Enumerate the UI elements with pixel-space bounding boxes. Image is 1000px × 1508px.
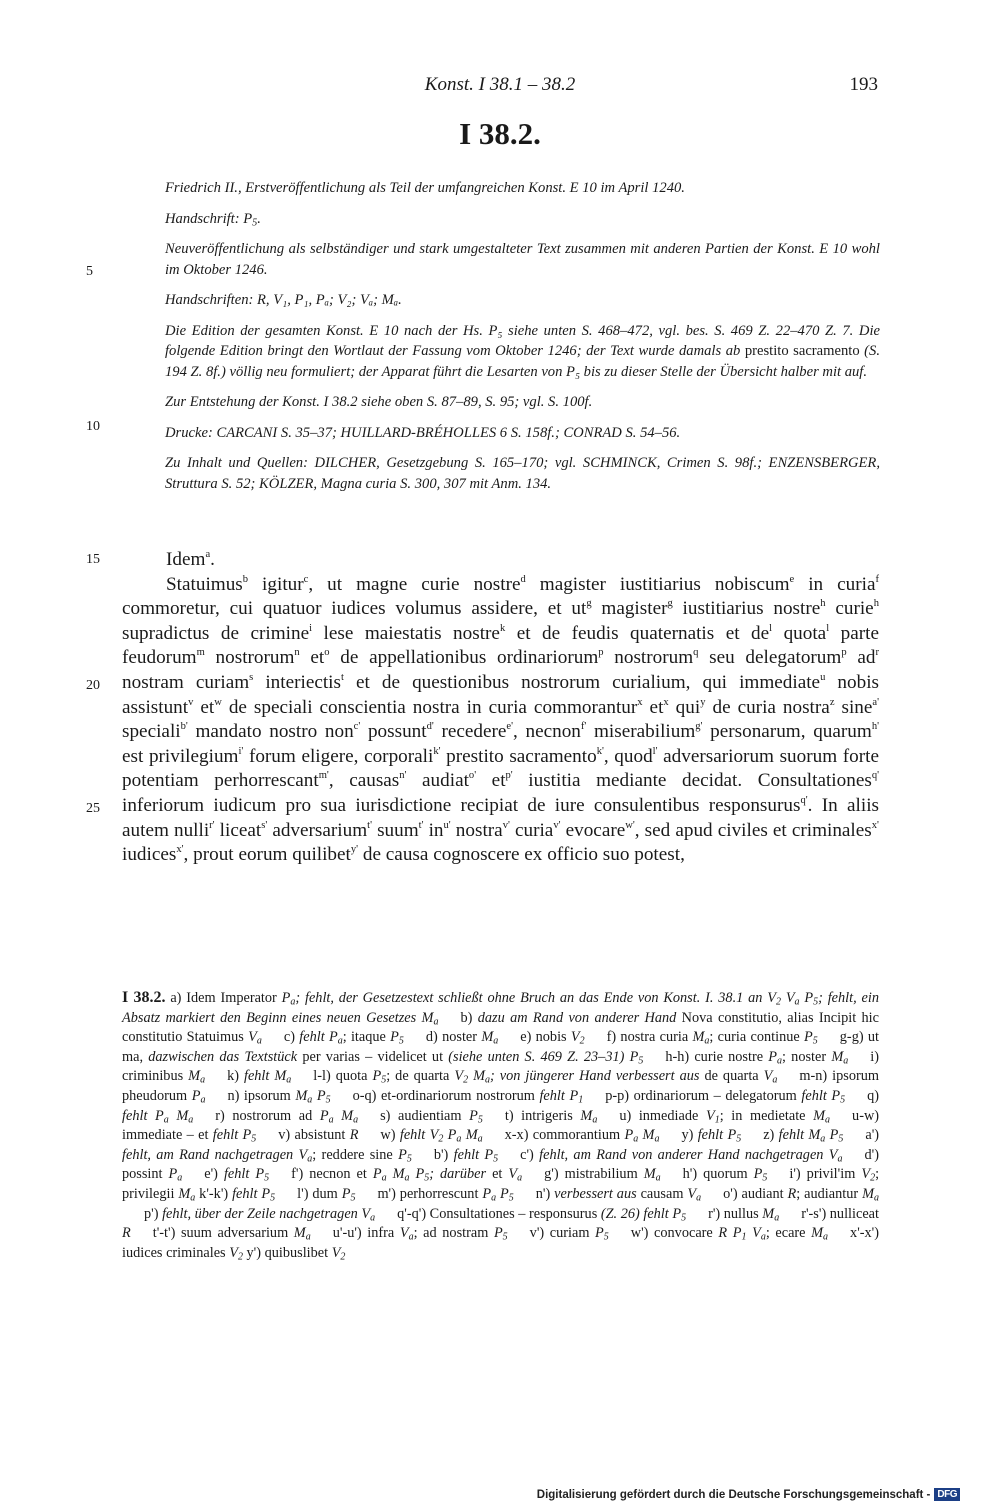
apparatus-notes: a) Idem Imperator $P_a$; fehlt, der Gesetzestext schließt ohne Bruch an das Ende von Konst. I. 38.1 an $V_2$ $V_a$ $P_5$; fehlt, ein Absatz markiert den Beginn eines neuen Gesetzes $M_a$ b) dazu am Rand von anderer Hand Nova constitutio, alias Incipit hic constitutio Statuimus $V_a$ c) fehlt $P_a$; itaque $P_5$ d) noster $M_a$ e) nobis $V_2$ f) nostra curia $M_a$; curia continue $P_5$ g-g) ut ma, dazwischen das Textstück per varias – videlicet ut (siehe unten S. 469 Z. 23–31) $P_5$ h-h) curie nostre $P_a$; noster $M_a$ i) criminibus $M_a$ k) fehlt $M_a$ l-l) quota $P_5$; de quarta $V_2$ $M_a$; von jüngerer Hand verbessert aus de quarta $V_a$ m-n) ipsorum pheudorum $P_a$ n) ipsorum $M_a$ $P_5$ o-q) et-ordinariorum nostrorum fehlt $P_1$ p-p) ordinariorum – delegatorum fehlt $P_5$ q) fehlt $P_a$ $M_a$ r) nostrorum ad $P_a$ $M_a$ s) audientiam $P_5$ t) intrigeris $M_a$ u) inmediade $V_1$; in medietate $M_a$ u-w) immediate – et fehlt $P_5$ v) absistunt R w) fehlt $V_2$ $P_a$ $M_a$ x-x) commorantium $P_a$ $M_a$ y) fehlt $P_5$ z) fehlt $M_a$ $P_5$ a') fehlt, am Rand nachgetragen $V_a$; reddere sine $P_5$ b') fehlt $P_5$ c') fehlt, am Rand von anderer Hand nachgetragen $V_a$ d') possint $P_a$ e') fehlt $P_5$ f') necnon et $P_a$ $M_a$ $P_5$; darüber et $V_a$ g') mistrabilium $M_a$ h') quorum $P_5$ i') privil'im $V_2$; privilegii $M_a$ k'-k') fehlt $P_5$ l') dum $P_5$ m') perhorrescunt $P_a$ $P_5$ n') verbessert aus causam $V_a$ o') audiant R; audiantur $M_ap'$) fehlt, über der Zeile nachgetragen $V_a$ q'-q') Consultationes – responsurus (Z. 26) fehlt $P_5$ r') nullus $M_a$ r'-s') nulliceat R t'-t') suum adversarium $M_a$ u'-u') infra $V_a$; ad nostram $P_5$ v') curiam $P_5$ w') convocare R $P_1$ $V_a$; ecare $M_a$ x'-x') iudices criminales $V_2$ y') quibuslibet $V_2$ bbox=[122, 990, 880, 1263]
page-number: 193 bbox=[849, 74, 878, 95]
line-number-5: 5 bbox=[86, 264, 93, 279]
edition-note-b: prestito sacramento bbox=[744, 343, 860, 359]
intro-edition-note bbox=[165, 321, 880, 383]
incipit: Idem$^a$. bbox=[166, 549, 215, 570]
credit-text: Digitalisierung gefördert durch die Deutsche Forschungsgemeinschaft - bbox=[536, 1488, 931, 1501]
line-number-10: 10 bbox=[86, 419, 100, 434]
intro-genesis: Zur Entstehung der Konst. I 38.2 siehe oben S. 87–89, S. 95; vgl. S. 100f. bbox=[165, 394, 593, 410]
running-head: Konst. I 38.1 – 38.2 bbox=[424, 74, 576, 95]
manuscript-end: . bbox=[257, 210, 261, 227]
edition-note-c: (S. 194 Z. 8f.) völlig neu formuliert; der Apparat führt die Lesarten von P₅ bis zu dieser Stelle der Übersicht halber mit auf. bbox=[165, 343, 880, 380]
line-number-25: 25 bbox=[86, 801, 100, 816]
dfg-credit bbox=[537, 1488, 960, 1501]
intro-origin: Friedrich II., Erstveröffentlichung als Teil der umfangreichen Konst. E 10 im April 1240. bbox=[165, 180, 685, 196]
introduction bbox=[165, 178, 880, 504]
edition-note-a: Die Edition der gesamten Konst. E 10 nach der Hs. P₅ siehe unten S. 468–472, vgl. bes. S. 469 Z. 22–470 Z. 7. Die folgende Edition bringt den Wortlaut der Fassung vom Oktober 1246; der Text wurde damals ab bbox=[165, 322, 880, 359]
line-number-15: 15 bbox=[86, 552, 100, 567]
intro-republication: Neuveröffentlichung als selbständiger und stark umgestalteter Text zusammen mit anderen Partien der Konst. E 10 wohl im Oktober 1246. bbox=[165, 241, 880, 278]
manuscript-label: Handschrift: P bbox=[165, 210, 253, 227]
footnote-marker: a bbox=[205, 549, 211, 561]
intro-manuscripts: Handschriften: R, V₁, P₁, Pₐ; V₂; Vₐ; Mₐ. bbox=[165, 292, 402, 308]
line-number-20: 20 bbox=[86, 678, 100, 693]
incipit-word: Idem bbox=[166, 549, 206, 570]
intro-sources: Zu Inhalt und Quellen: DILCHER, Gesetzgebung S. 165–170; vgl. SCHMINCK, Crimen S. 98f.; ENZENSBERGER, Struttura S. 52; KÖLZER, Magna curia S. 300, 307 mit Anm. 134. bbox=[165, 455, 880, 492]
intro-prints: Drucke: CARCANI S. 35–37; HUILLARD-BRÉHOLLES 6 S. 158f.; CONRAD S. 54–56. bbox=[165, 424, 681, 441]
law-text bbox=[122, 548, 879, 868]
main-paragraph: Statuimus$^b$ igitur$^c$, ut magne curie nostre$^d$ magister iustitiarius nobiscum$^e$ in curia$^f$ commoretur, cui quatuor iudices volumus assidere, et $ut^g$ magister$^g$ iustitiarius nostre$^h$ curie$^h$ supradictus de crimine$^i$ lese maiestatis nostre$^k$ et de feudis quaternatis et $de^l$ quota$^l$ parte feudorum$^m$ nostrorum$^n$ $et^o$ de appellationibus ordinariorum$^p$ nostrorum$^q$ seu delegatorum$^p$ $ad^r$ nostram curiam$^s$ interiectis$^t$ et de questionibus nostrorum curialium, qui immediate$^u$ nobis assistunt$^v$ $et^w$ de speciali conscientia nostra in curia commorantur$^x$ $et^x$ qui$^y$ de curia nostra$^z$ sine$^{a'}$ speciali$^{b'}$ mandato nostro non$^{c'}$ possunt$^{d'}$ recedere$^{e'}$, necnon$^{f'}$ miserabilium$^{g'}$ personarum, quarum$^{h'}$ est privilegium$^{i'}$ forum eligere, corporali$^{k'}$ prestito sacramento$^{k'}$, quod$^{l'}$ adversariorum suorum forte potentiam perhorrescant$^{m'}$, causas$^{n'}$ audiat$^{o'}$ $et^{p'}$ iustitia mediante decidat. Consultationes$^{q'}$ inferiorum iudicum pro sua iurisdictione recipiat de iure consulentibus responsurus$^{q'}$. In aliis autem nulli$^{r'}$ liceat$^{s'}$ adversarium$^{t'}$ suum$^{t'}$ $in^{u'}$ nostra$^{v'}$ curia$^{v'}$ evocare$^{w'}$, sed apud civiles et criminales$^{x'}$ iudices$^{x'}$, prout eorum quilibet$^{y'}$ de causa cognoscere ex officio suo potest, bbox=[122, 573, 880, 866]
manuscript-sub: 5 bbox=[252, 217, 258, 229]
apparatus-label: I 38.2. bbox=[122, 989, 166, 1006]
intro-manuscript bbox=[165, 209, 880, 230]
critical-apparatus bbox=[122, 988, 879, 1263]
dfg-logo-icon: DFG bbox=[934, 1488, 960, 1501]
document-title: I 38.2. bbox=[459, 116, 541, 151]
